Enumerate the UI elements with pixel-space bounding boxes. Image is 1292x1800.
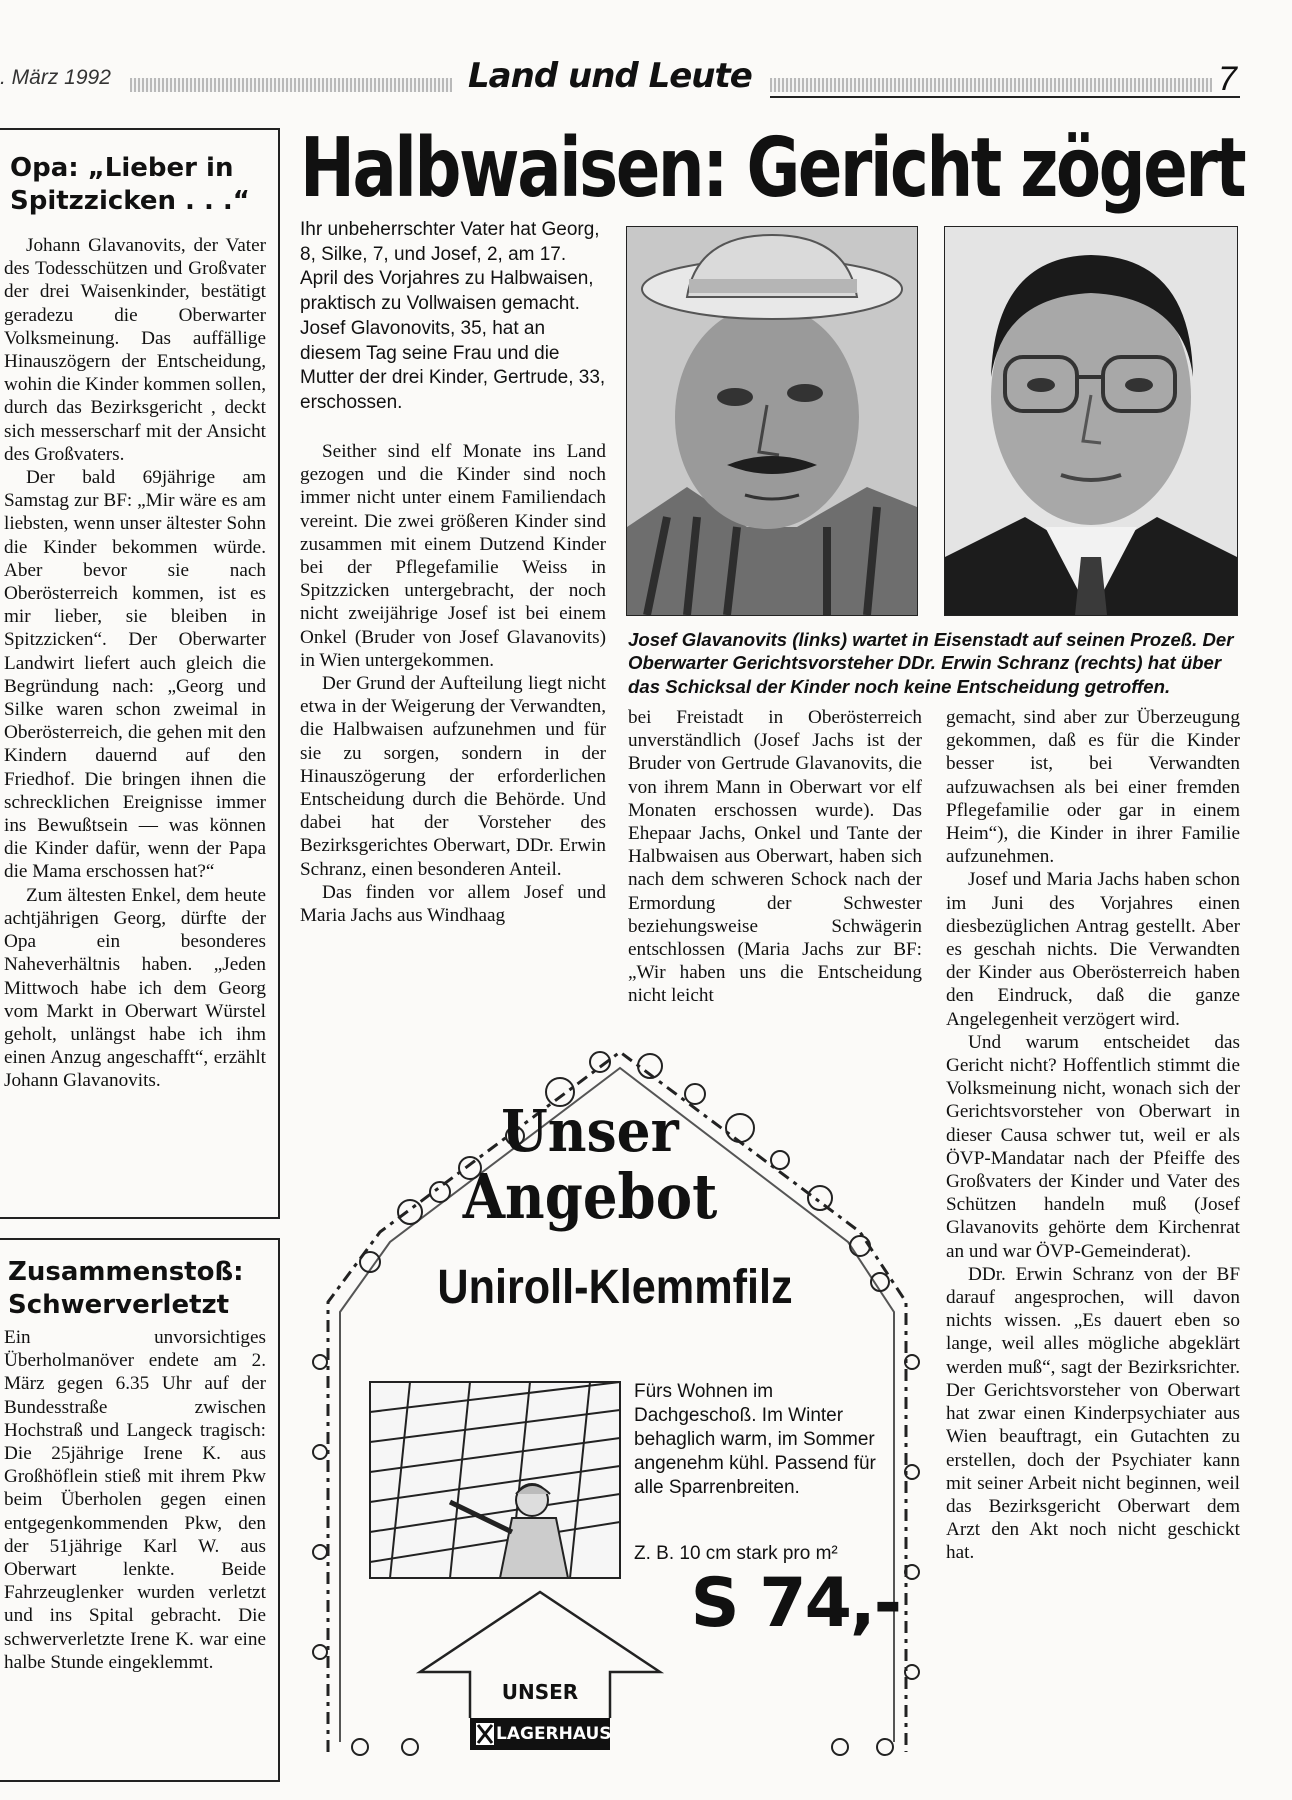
paragraph: Der Grund der Aufteilung liegt nicht etwa in der Weigerung der Verwandten, die Halbwaisen aufzunehmen und für sie zu sorgen, sondern in der Hinauszögerung der erforderlichen Entscheidung durch die Behörde. Und dabei hat der Vorsteher des Bezirksgerichtes Oberwart, DDr. Erwin Schranz, einen besonderen Anteil.: [300, 673, 606, 880]
ad-title-line-2: Angebot: [462, 1160, 718, 1233]
paragraph: DDr. Erwin Schranz von der BF darauf angesprochen, will davon nichts wissen. „Es dauert eben so lange, weil alles mögliche abgeklärt werden muß“, sagt der Bezirksrichter. Der Gerichtsvorsteher von Oberwart hat zwar einen Kinderpsychiater aus Wien beauftragt, ein Gutachten zu erstellen, doch der Psychiater kann mit seiner Arbeit nicht beginnen, weil das Bezirksgericht Oberwart dem Arzt den Akt noch nicht geschickt hat.: [946, 1263, 1240, 1564]
sidebar-box-crash: [0, 1238, 280, 1782]
ad-logo-bottom-text: LAGERHAUS: [496, 1724, 612, 1744]
photo-glavanovits: [626, 226, 918, 616]
ad-price: S 74,-: [690, 1564, 900, 1643]
article-headline: Halbwaisen: Gericht zögert: [300, 121, 1245, 216]
sidebar-box-crash-title: Zusammenstoß: Schwerverletzt: [8, 1257, 244, 1320]
header-rule: [770, 96, 1240, 98]
header-hatch-left: [130, 78, 452, 92]
article-column-3: [946, 706, 1240, 1565]
sidebar-box-opa-title: Opa: „Lieber in Spitzzicken . . .“: [10, 153, 250, 216]
article-lead: Ihr unbeherrschter Vater hat Georg, 8, Silke, 7, und Josef, 2, am 17. April des Vorjahres zu Halbwaisen, praktisch zu Vollwaisen gemacht. Josef Glavonovits, 35, hat an diesem Tag seine Frau und die Mutter der drei Kinder, Gertrude, 33, erschossen.: [300, 219, 606, 413]
paragraph: Seither sind elf Monate ins Land gezogen und die Kinder sind noch immer nicht unter einem Familiendach vereint. Die zwei größeren Kinder sind zusammen mit einem Dutzend Kinder bei der Pflegefamilie Weiss in Spitzzicken untergebracht, der noch nicht zweijährige Josef ist bei einem Onkel (Bruder von Josef Glavanovits) in Wien untergekommen.: [300, 441, 606, 671]
photo-caption: Josef Glavanovits (links) wartet in Eisenstadt auf seinen Prozeß. Der Oberwarter Gerichtsvorsteher DDr. Erwin Schranz (rechts) hat über das Schicksal der Kinder noch keine Entscheidung getroffen.: [628, 629, 1234, 697]
paragraph: gemacht, sind aber zur Überzeugung gekommen, daß es für die Kinder besser ist, bei Verwandten aufzuwachsen als bei einer fremden Pflegefamilie oder gar in einem Heim“), die Kinder in ihrer Familie aufzunehmen.: [946, 707, 1240, 868]
issue-date: . März 1992: [0, 66, 111, 89]
portrait-man-with-hat: [627, 227, 917, 615]
paragraph: Ein unvorsichtiges Überholmanöver endete am 2. März gegen 6.35 Uhr auf der Bundesstraße zwischen Hochstraß und Langeck tragisch: Die 25jährige Irene K. aus Großhöflein stieß mit ihrem Pkw beim Überholen gegen einen entgegenkommenden Pkw, den der 51jährige Karl W. aus Oberwart lenkte. Beide Fahrzeuglenker wurden verletzt und ins Spital gebracht. Die schwerverletzte Irene K. war eine halbe Stunde eingeklemmt.: [4, 1327, 266, 1673]
ad-logo-top-text: UNSER: [501, 1680, 579, 1704]
paragraph: Josef und Maria Jachs haben schon im Juni des Vorjahres einen diesbezüglichen Antrag gestellt. Aber es geschah nichts. Die Verwandten der Kinder aus Oberösterreich haben den Eindruck, daß die ganze Angelegenheit verzögert wird.: [946, 869, 1240, 1030]
sidebar-box-opa: [0, 128, 280, 1219]
paragraph: Zum ältesten Enkel, dem heute achtjährigen Georg, dürfte der Opa ein besonderes Naheverhältnis haben. „Jeden Mittwoch habe ich dem Georg vom Markt in Oberwart Würstel geholt, unlängst habe ich ihm einen Anzug angeschafft“, erzählt Johann Glavanovits.: [4, 884, 266, 1092]
paragraph: Und warum entscheidet das Gericht nicht? Hoffentlich stimmt die Volksmeinung nicht, wonach sich der Gerichtsvorsteher von Oberwart in dieser Causa schwer tut, weil er als ÖVP-Mandatar nach der Pfeiffe des Großvaters der Kinder und Vater des Schützen handeln muß (Josef Glavanovits gehörte dem Kirchenrat an und war ÖVP-Gemeinderat).: [946, 1031, 1240, 1262]
article-column-2: [628, 706, 922, 1008]
page-number: 7: [1218, 60, 1237, 98]
paragraph: Das finden vor allem Josef und Maria Jachs aus Windhaag: [300, 881, 606, 927]
header-hatch-right: [770, 78, 1212, 92]
sidebar-box-crash-text: [4, 1326, 266, 1674]
paragraph: bei Freistadt in Oberösterreich unverständlich (Josef Jachs ist der Bruder von Gertrude Glavanovits, die von ihrem Mann in Oberwart vor elf Monaten erschossen wurde). Das Ehepaar Jachs, Onkel und Tante der Halbwaisen aus Oberwart, haben sich nach dem schweren Schock nach der Ermordung der Schwester beziehungsweise Schwägerin entschlossen (Maria Jachs zur BF: „Wir haben uns die Entscheidung nicht leicht: [628, 707, 922, 1007]
portrait-man-with-glasses: [945, 227, 1237, 615]
paragraph: Johann Glavanovits, der Vater des Todesschützen und Großvater der drei Waisenkinder, bestätigt geradezu die Oberwarter Volksmeinung. Das auffällige Hinauszögern der Entscheidung, wohin die Kinder kommen sollen, durch das Bezirksgericht , deckt sich messerscharf mit der Ansicht des Großvaters.: [4, 235, 266, 465]
ad-title-line-1: Unser: [501, 1097, 679, 1165]
ad-product-name: Uniroll-Klemmfilz: [437, 1261, 793, 1314]
article-column-1: [300, 440, 606, 927]
ad-spec: Z. B. 10 cm stark pro m²: [634, 1543, 838, 1564]
paragraph: Der bald 69jährige am Samstag zur BF: „Mir wäre es am liebsten, wenn unser ältester Sohn die Kinder bekommen würde. Aber bevor sie nach Oberösterreich kommen, ist es mir lieber, sie bleiben in Spitzzicken“. Der Oberwarter Landwirt liefert auch gleich die Begründung nach: „Georg und Silke waren schon zweimal in Oberösterreich, die gehen mit den Kindern dauernd auf den Friedhof. Die bringen ihnen die schrecklichen Ereignisse immer ins Bewußtsein — was können die Kinder dafür, wenn der Papa die Mama erschossen hat?“: [4, 467, 266, 883]
advertisement: [300, 1032, 930, 1772]
ad-description: Fürs Wohnen im Dachgeschoß. Im Winter behaglich warm, im Sommer angenehm kühl. Passend für alle Sparrenbreiten.: [634, 1381, 876, 1498]
photo-schranz: [944, 226, 1238, 616]
section-title: Land und Leute: [468, 56, 752, 96]
sidebar-box-opa-text: [4, 234, 266, 1093]
